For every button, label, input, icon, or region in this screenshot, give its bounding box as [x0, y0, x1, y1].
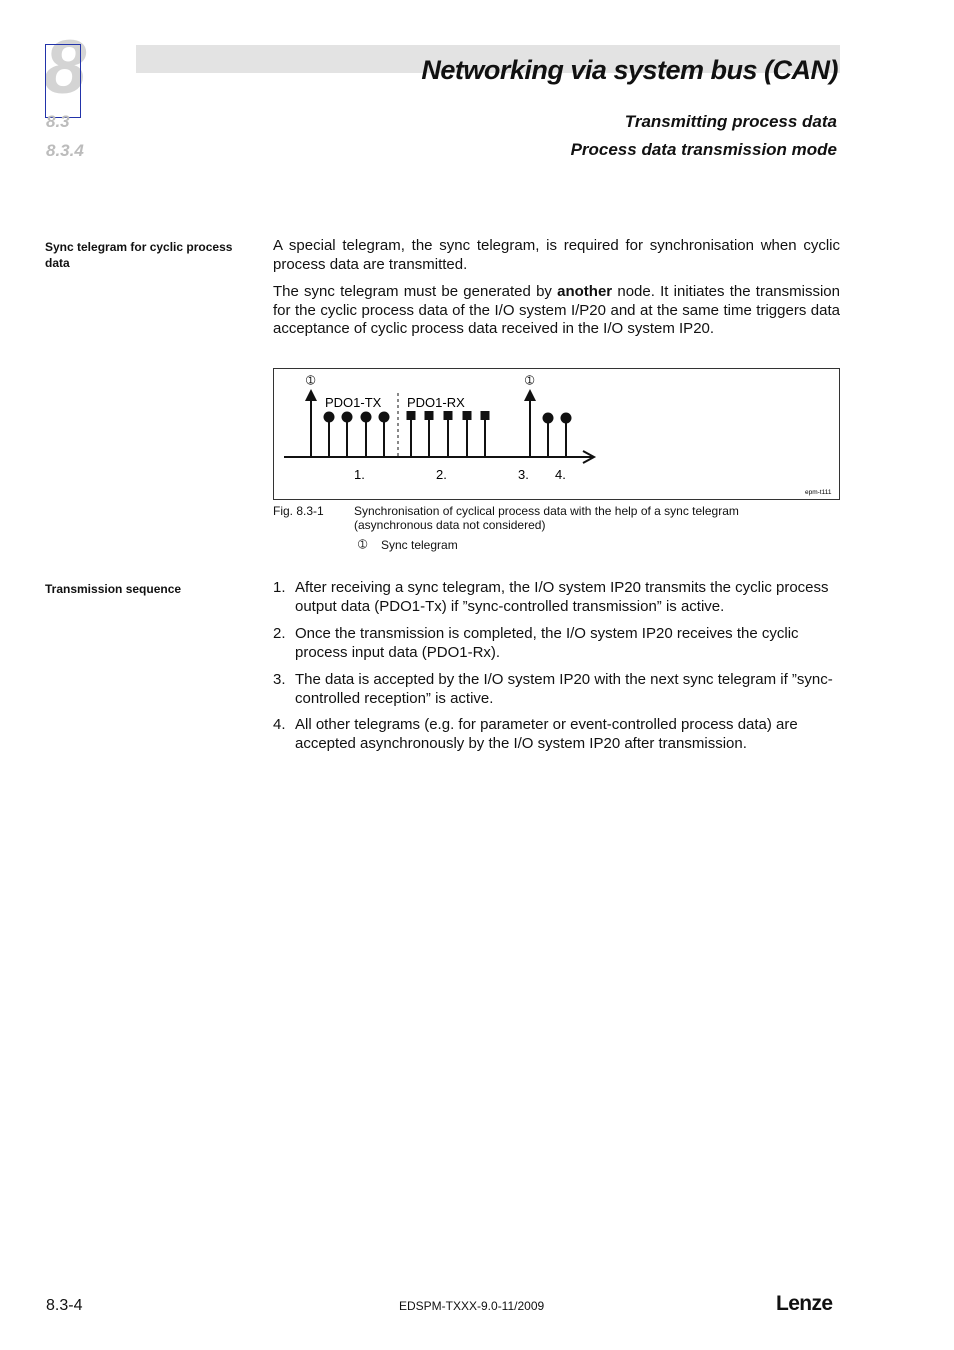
async-circle	[543, 413, 554, 424]
label-pdo1-tx: PDO1-TX	[325, 395, 382, 410]
list-item-number: 2.	[273, 625, 286, 642]
sync-marker: ➀	[525, 375, 535, 387]
paragraph-intro: A special telegram, the sync telegram, is required for synchronisation when cyclic process data are transmitted.	[273, 237, 840, 273]
footer-page-number: 8.3-4	[46, 1297, 83, 1314]
page-title: Networking via system bus (CAN)	[421, 55, 838, 85]
paragraph-sync-generation	[273, 283, 840, 339]
section-title: Transmitting process data	[624, 112, 837, 131]
pdo-rx-square	[444, 411, 453, 420]
list-item-text: All other telegrams (e.g. for parameter or event-controlled process data) are accepted asynchronously by the I/O system IP20 after transmission.	[295, 716, 798, 752]
list-item-number: 1.	[273, 579, 286, 596]
footer-document-id: EDSPM-TXXX-9.0-11/2009	[399, 1299, 545, 1313]
list-item-number: 4.	[273, 716, 286, 733]
pdo-rx-square	[481, 411, 490, 420]
legend-text: Sync telegram	[381, 538, 458, 552]
legend-symbol: ➀	[358, 539, 368, 551]
list-item	[273, 716, 840, 753]
figure-sync-diagram	[273, 368, 840, 500]
pdo-rx-square	[463, 411, 472, 420]
list-item	[273, 625, 840, 662]
sync-telegram-arrow	[305, 389, 317, 401]
pdo-tx-circle	[324, 412, 335, 423]
list-item-text: The data is accepted by the I/O system IP20 with the next sync telegram if ”sync-controlled reception” is active.	[295, 671, 833, 707]
pdo-tx-circle	[379, 412, 390, 423]
list-item-text: After receiving a sync telegram, the I/O system IP20 transmits the cyclic process output data (PDO1-Tx) if ”sync-controlled transmission” is active.	[295, 579, 829, 615]
figure-caption-text: Synchronisation of cyclical process data with the help of a sync telegram (asynchronous data not considered)	[354, 504, 739, 532]
paragraph-bold-text: another	[557, 283, 613, 300]
chapter-box	[45, 44, 81, 118]
pdo-tx-circle	[361, 412, 372, 423]
figure-code: epm-t111	[805, 489, 832, 496]
list-item-text: Once the transmission is completed, the I/O system IP20 receives the cyclic process input data (PDO1-Rx).	[295, 625, 799, 661]
lenze-logo: Lenze	[776, 1292, 833, 1315]
paragraph-text: node. It initiates the transmission for the cyclic process data of the I/O system I/P20 and at the same time triggers data acceptance of cyclic process data received in the I/O system IP20.	[273, 283, 840, 337]
subsection-title: Process data transmission mode	[570, 140, 837, 159]
figure-caption-label: Fig. 8.3-1	[273, 504, 324, 518]
sync-diagram-svg	[274, 369, 839, 499]
subsection-number: 8.3.4	[46, 141, 84, 160]
list-item	[273, 671, 840, 708]
step-label-3: 3.	[518, 467, 529, 482]
step-label-4: 4.	[555, 467, 566, 482]
pdo-rx-square	[425, 411, 434, 420]
section-number: 8.3	[46, 113, 70, 127]
sync-telegram-arrow	[524, 389, 536, 401]
step-label-1: 1.	[354, 467, 365, 482]
label-pdo1-rx: PDO1-RX	[407, 395, 465, 410]
pdo-rx-square	[407, 411, 416, 420]
chapter-number: 8	[44, 25, 85, 110]
list-item-number: 3.	[273, 671, 286, 688]
paragraph-text: The sync telegram must be generated by	[273, 283, 558, 300]
async-circle	[561, 413, 572, 424]
list-item	[273, 579, 840, 616]
sync-marker: ➀	[306, 375, 316, 387]
pdo-tx-circle	[342, 412, 353, 423]
margin-note-transmission-sequence: Transmission sequence	[45, 582, 182, 596]
step-label-2: 2.	[436, 467, 447, 482]
margin-note-sync-telegram: Sync telegram for cyclic process data	[45, 240, 233, 270]
